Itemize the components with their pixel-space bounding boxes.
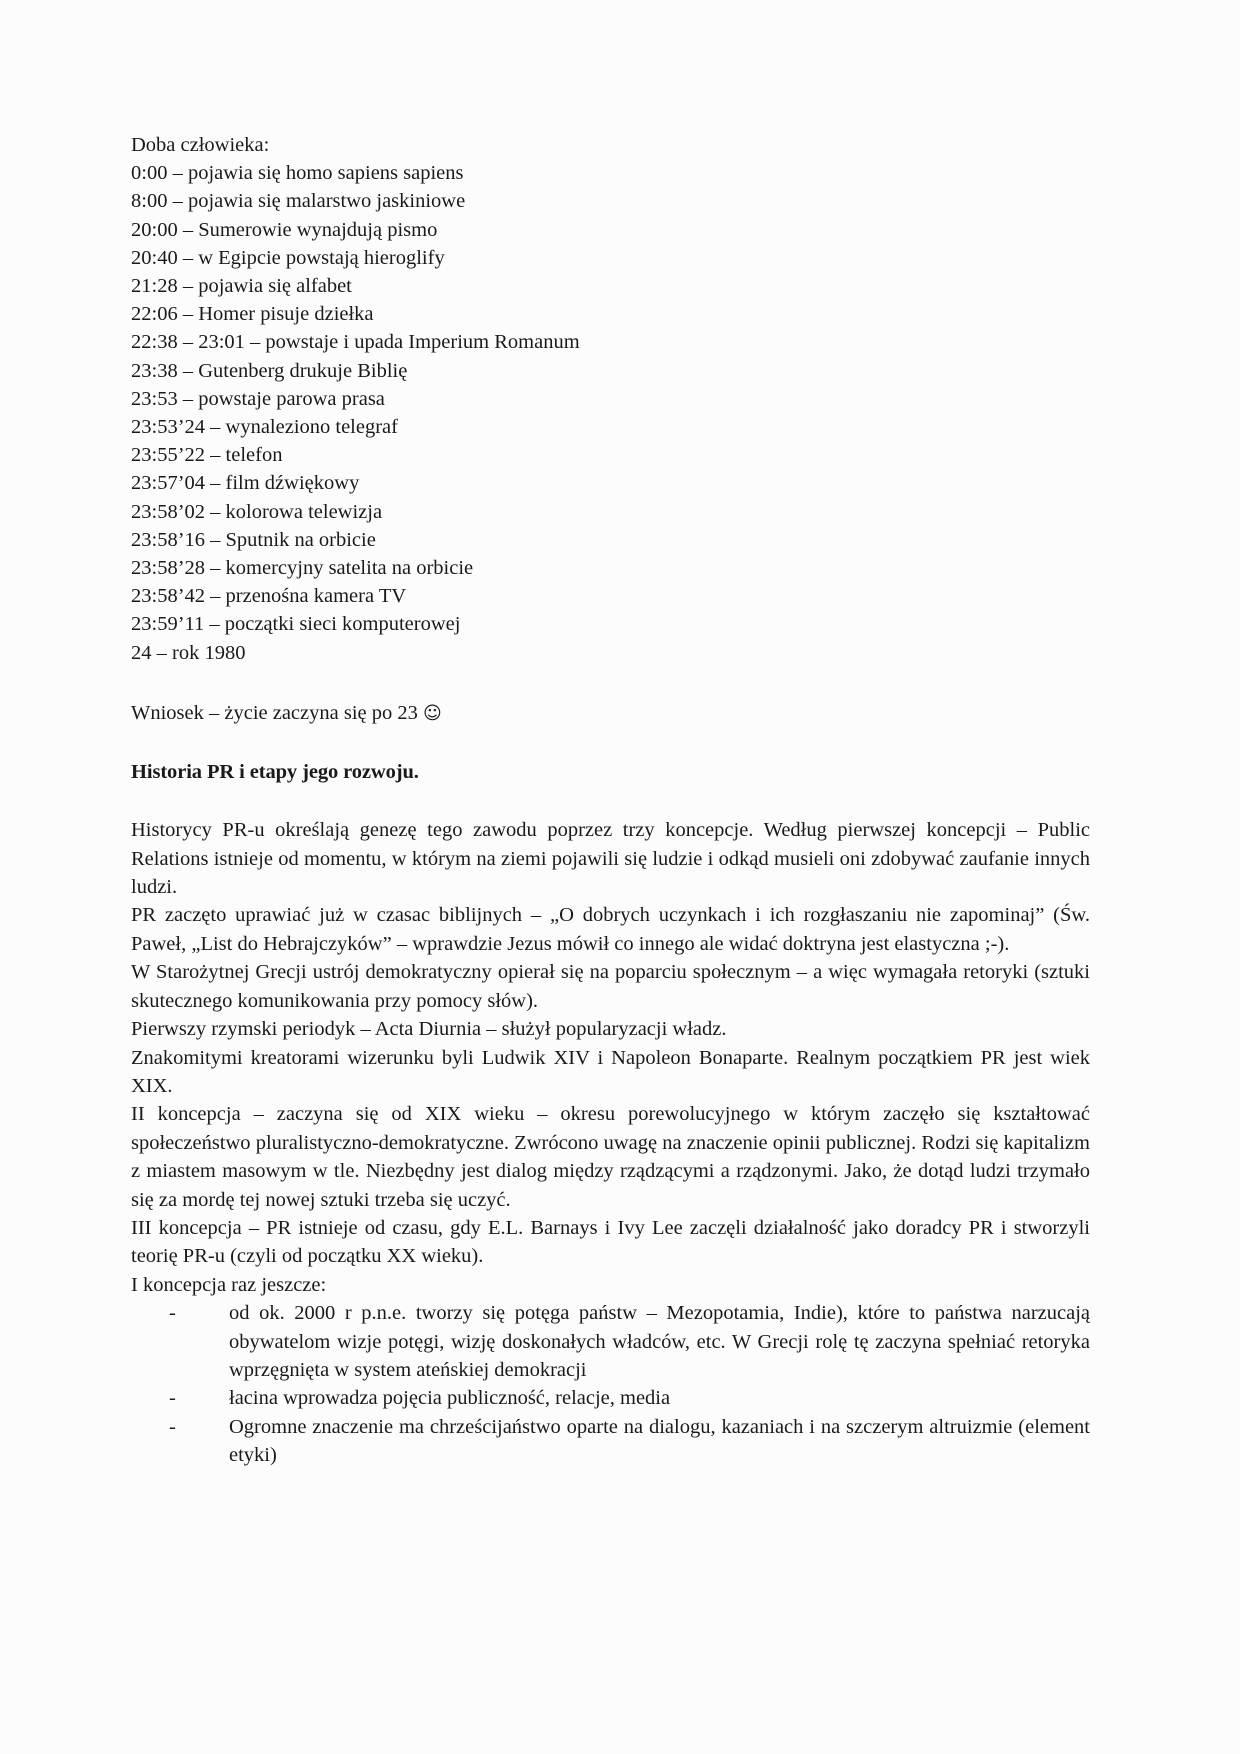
timeline-entry: 0:00 – pojawia się homo sapiens sapiens — [131, 162, 464, 185]
body-paragraph: I koncepcja raz jeszcze: — [131, 1273, 327, 1296]
conclusion-line — [131, 667, 1090, 728]
timeline-entry: 23:57’04 – film dźwiękowy — [131, 472, 360, 495]
body-paragraph: Znakomitymi kreatorami wizerunku byli Ludwik XIV i Napoleon Bonaparte. Realnym początkiem PR jest wiek XIX. — [131, 1046, 1090, 1097]
timeline-entry: 20:00 – Sumerowie wynajdują pismo — [131, 218, 438, 241]
timeline-entry: 24 – rok 1980 — [131, 641, 246, 664]
body-paragraph: PR zaczęto uprawiać już w czasac biblijnych – „O dobrych uczynkach i ich rozgłaszaniu nie zapominaj” (Św. Paweł, „List do Hebrajczyków” – wprawdzie Jezus mówił co innego ale widać doktryna jest elastyczna ;-). — [131, 904, 1090, 955]
timeline-entry: 8:00 – pojawia się malarstwo jaskiniowe — [131, 190, 466, 213]
body-paragraph: W Starożytnej Grecji ustrój demokratyczny opierał się na poparciu społecznym – a więc wymagała retoryki (sztuki skutecznego komunikowania przy pomocy słów). — [131, 961, 1090, 1012]
timeline-heading: Doba człowieka: — [131, 134, 270, 156]
dash-bullet-icon: - — [169, 1302, 176, 1325]
dash-bullet-icon: - — [169, 1387, 176, 1410]
timeline-entry: 21:28 – pojawia się alfabet — [131, 275, 352, 298]
body-paragraph: III koncepcja – PR istnieje od czasu, gdy E.L. Barnays i Ivy Lee zaczęli działalność jako doradcy PR i stworzyli teorię PR-u (czyli od początku XX wieku). — [131, 1216, 1090, 1268]
timeline-entry: 22:38 – 23:01 – powstaje i upada Imperium Romanum — [131, 331, 580, 354]
timeline-entry: 23:58’02 – kolorowa telewizja — [131, 500, 383, 523]
smiley-icon: ☺ — [423, 702, 442, 724]
conclusion-text: Wniosek – życie zaczyna się po 23 — [131, 701, 424, 724]
bullet-text: łacina wprowadza pojęcia publiczność, relacje, media — [229, 1387, 671, 1410]
concept-bullet-list — [131, 1299, 1090, 1469]
body-paragraph: II koncepcja – zaczyna się od XIX wieku – okresu porewolucyjnego w którym zaczęło się kształtować społeczeństwo pluralistyczno-demokratyczne. Zwrócono uwagę na znaczenie opinii publicznej. Rodzi się kapitalizm z miastem masowym w tle. Niezbędny jest dialog między rządzącymi a rządzonymi. Jako, że dotąd ludzi trzymało się za mordę tej nowej sztuki trzeba się uczyć. — [131, 1103, 1090, 1211]
timeline-entry: 22:06 – Homer pisuje dziełka — [131, 303, 374, 326]
timeline-entry: 23:58’28 – komercyjny satelita na orbicie — [131, 557, 474, 580]
body-paragraph: Pierwszy rzymski periodyk – Acta Diurnia – służył popularyzacji władz. — [131, 1018, 727, 1041]
timeline-entry: 23:38 – Gutenberg drukuje Biblię — [131, 359, 408, 382]
timeline-entry: 23:53 – powstaje parowa prasa — [131, 387, 385, 410]
section-title: Historia PR i etapy jego rozwoju. — [131, 761, 419, 784]
timeline-entry: 23:58’16 – Sputnik na orbicie — [131, 528, 376, 551]
bullet-text: od ok. 2000 r p.n.e. tworzy się potęga państw – Mezopotamia, Indie), które to państwa narzucają obywatelom wizje potęgi, wizję doskonałych władców, etc. W Grecji rolę tę zaczyna spełniać retoryka wprzęgnięta w system ateńskiej demokracji — [229, 1302, 1090, 1381]
bullet-list-item — [169, 1384, 1090, 1412]
timeline-entry: 23:59’11 – początki sieci komputerowej — [131, 613, 461, 636]
timeline-entry: 23:55’22 – telefon — [131, 444, 283, 467]
bullet-text: Ogromne znaczenie ma chrześcijaństwo oparte na dialogu, kazaniach i na szczerym altruizmie (element etyki) — [229, 1415, 1090, 1467]
timeline-section — [131, 131, 1090, 667]
timeline-entry: 23:53’24 – wynaleziono telegraf — [131, 416, 398, 439]
body-paragraph: Historycy PR-u określają genezę tego zawodu poprzez trzy koncepcje. Według pierwszej koncepcji – Public Relations istnieje od momentu, w którym na ziemi pojawili się ludzie i odkąd musieli oni zdobywać zaufanie innych ludzi. — [131, 819, 1090, 899]
timeline-entry: 23:58’42 – przenośna kamera TV — [131, 585, 407, 608]
timeline-list — [131, 159, 1090, 667]
dash-bullet-icon: - — [169, 1415, 176, 1438]
timeline-entry: 20:40 – w Egipcie powstają hieroglify — [131, 246, 445, 269]
bullet-list-item — [169, 1413, 1090, 1470]
body-text-block — [131, 786, 1090, 1469]
bullet-list-item — [169, 1299, 1090, 1384]
